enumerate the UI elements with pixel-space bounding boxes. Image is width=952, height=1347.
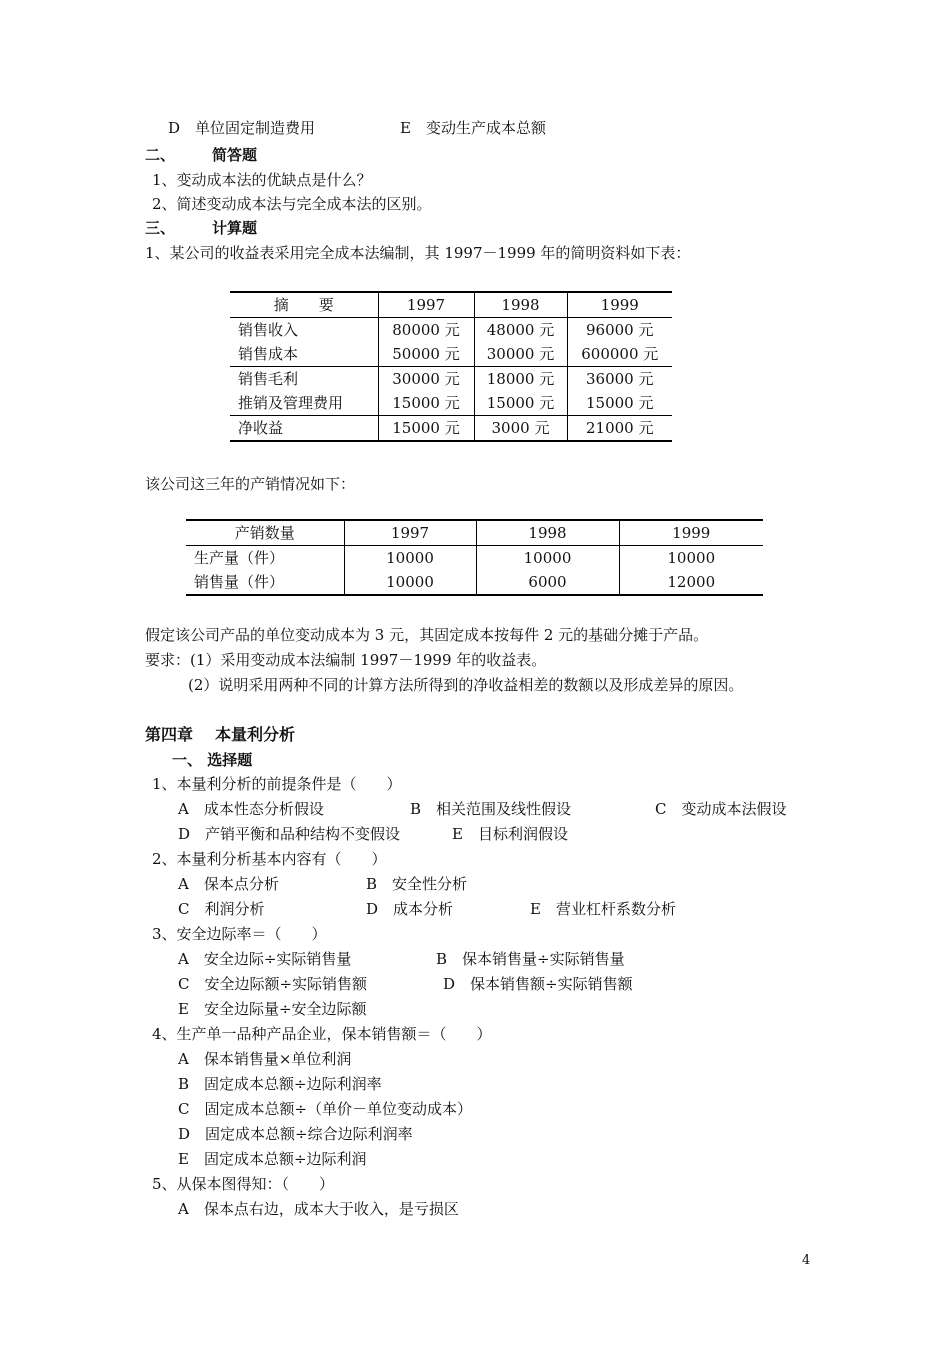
table-cell: 12000 [619, 570, 763, 595]
table-cell: 48000 元 [474, 318, 567, 343]
option: C 变动成本法假设 [655, 800, 787, 818]
table-cell: 15000 元 [567, 391, 672, 416]
chapter-number: 第四章 [145, 725, 194, 744]
option: E 固定成本总额÷边际利润 [178, 1150, 367, 1168]
option: E 目标利润假设 [452, 825, 568, 843]
option: E 营业杠杆系数分析 [530, 900, 676, 918]
table-cell: 80000 元 [378, 318, 474, 343]
question: 3、安全边际率＝（ ） [152, 925, 327, 943]
table-cell: 销售收入 [238, 321, 299, 339]
table-header-cell: 1997 [378, 292, 474, 318]
table-cell: 30000 元 [474, 342, 567, 367]
question: 5、从保本图得知：（ ） [152, 1175, 335, 1193]
option: D 产销平衡和品种结构不变假设 [178, 825, 401, 843]
table-cell: 生产量（件） [194, 549, 285, 567]
table-cell: 21000 元 [567, 416, 672, 442]
table-cell: 15000 元 [474, 391, 567, 416]
table-row [186, 546, 763, 571]
question: 2、本量利分析基本内容有（ ） [152, 850, 387, 868]
section-title: 一、 选择题 [172, 751, 253, 769]
table-cell: 96000 元 [567, 318, 672, 343]
table-row [230, 318, 672, 343]
table-cell: 3000 元 [474, 416, 567, 442]
question: 1、某公司的收益表采用完全成本法编制，其 1997－1999 年的简明资料如下表： [145, 244, 691, 262]
table-header-row [230, 292, 672, 318]
option: A 成本性态分析假设 [178, 800, 324, 818]
option-e-line: E 变动生产成本总额 [400, 119, 546, 137]
table-row [230, 416, 672, 442]
table-row [186, 570, 763, 595]
table-cell: 15000 元 [378, 391, 474, 416]
question: 1、变动成本法的优缺点是什么？ [152, 171, 372, 189]
option: B 保本销售量÷实际销售量 [436, 950, 625, 968]
table-cell: 销售成本 [230, 342, 378, 367]
section-number: 三、 [145, 219, 176, 237]
page-number: 4 [802, 1253, 811, 1268]
option: B 安全性分析 [366, 875, 468, 893]
income-statement-table [230, 291, 672, 442]
paragraph: (2）说明采用两种不同的计算方法所得到的净收益相差的数额以及形成差异的原因。 [188, 676, 744, 694]
table-cell: 10000 [476, 546, 619, 571]
table-header-cell: 1998 [474, 292, 567, 318]
table-cell: 净收益 [238, 419, 284, 437]
production-sales-table [186, 519, 763, 596]
table-header-cell: 1997 [344, 520, 476, 546]
table-header-cell: 1998 [476, 520, 619, 546]
table-cell: 36000 元 [567, 367, 672, 392]
table-cell: 推销及管理费用 [230, 391, 378, 416]
table-row [230, 342, 672, 367]
table-header-cell: 摘 要 [230, 292, 378, 318]
table-cell: 18000 元 [474, 367, 567, 392]
table-row [230, 391, 672, 416]
table-cell: 销售量（件） [194, 573, 285, 591]
table-cell: 30000 元 [378, 367, 474, 392]
section-number: 二、 [145, 146, 176, 164]
table-cell: 10000 [344, 546, 476, 571]
option: E 安全边际量÷安全边际额 [178, 1000, 367, 1018]
paragraph: 要求：(1）采用变动成本法编制 1997－1999 年的收益表。 [145, 651, 547, 669]
question: 4、生产单一品种产品企业，保本销售额＝（ ） [152, 1025, 492, 1043]
option: D 固定成本总额÷综合边际利润率 [178, 1125, 413, 1143]
table-cell: 6000 [476, 570, 619, 595]
table-cell: 15000 元 [378, 416, 474, 442]
option: A 保本点分析 [178, 875, 279, 893]
table-cell: 10000 [619, 546, 763, 571]
option: D 成本分析 [366, 900, 454, 918]
section-title: 计算题 [212, 219, 258, 237]
option: A 安全边际÷实际销售量 [178, 950, 352, 968]
paragraph: 假定该公司产品的单位变动成本为 3 元，其固定成本按每件 2 元的基础分摊于产品。 [145, 626, 709, 644]
section-title: 简答题 [212, 146, 258, 164]
table-header-row [186, 520, 763, 546]
table-header-cell: 产销数量 [186, 520, 344, 546]
option: D 保本销售额÷实际销售额 [443, 975, 633, 993]
chapter-title: 本量利分析 [215, 725, 296, 744]
table-header-cell: 1999 [567, 292, 672, 318]
table-cell: 10000 [344, 570, 476, 595]
table-cell: 销售毛利 [238, 370, 299, 388]
option-d-line: D 单位固定制造费用 [168, 119, 316, 137]
table-row [230, 367, 672, 392]
table-header-cell: 1999 [619, 520, 763, 546]
table-cell: 600000 元 [567, 342, 672, 367]
option: B 相关范围及线性假设 [410, 800, 572, 818]
option: C 固定成本总额÷（单价－单位变动成本） [178, 1100, 473, 1118]
question: 1、本量利分析的前提条件是（ ） [152, 775, 402, 793]
option: A 保本点右边，成本大于收入，是亏损区 [178, 1200, 459, 1218]
option: A 保本销售量×单位利润 [178, 1050, 352, 1068]
option: C 安全边际额÷实际销售额 [178, 975, 368, 993]
option: C 利润分析 [178, 900, 265, 918]
paragraph: 该公司这三年的产销情况如下： [145, 475, 356, 493]
table-cell: 50000 元 [378, 342, 474, 367]
option: B 固定成本总额÷边际利润率 [178, 1075, 382, 1093]
question: 2、简述变动成本法与完全成本法的区别。 [152, 195, 432, 213]
